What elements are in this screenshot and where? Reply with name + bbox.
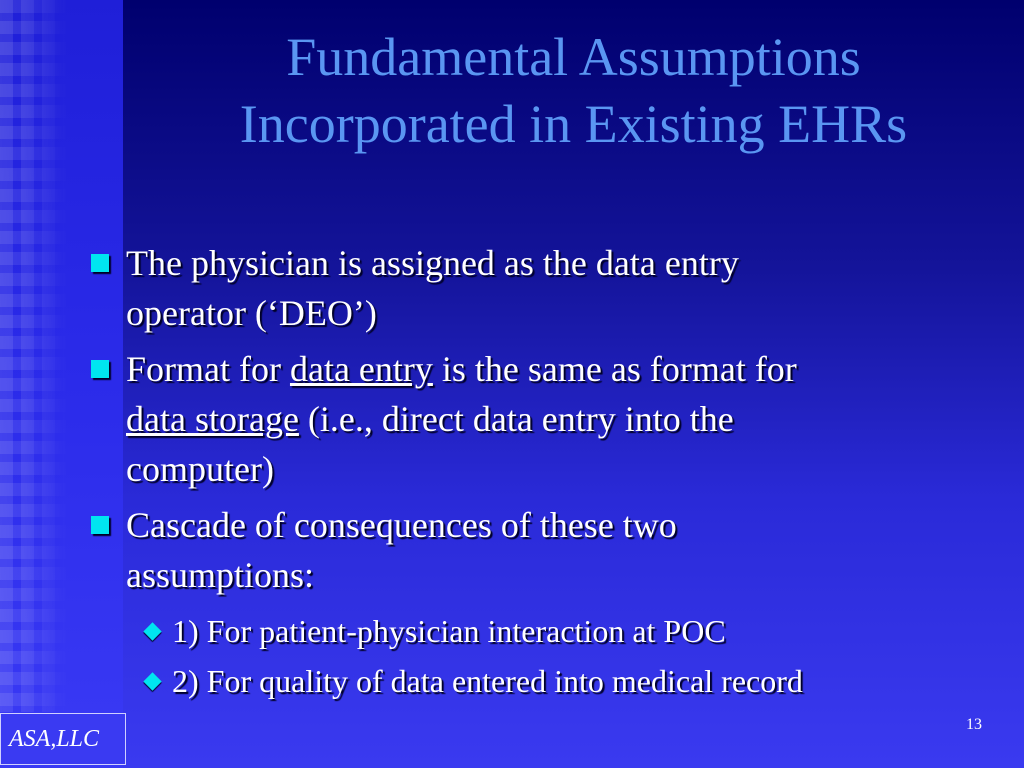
page-number: 13 (966, 716, 982, 733)
bullet-item-3 (88, 500, 988, 600)
bullet-2-line-2 (126, 394, 988, 444)
square-bullet-icon (91, 254, 109, 272)
sub-bullet-item-2 (142, 656, 988, 706)
bullet-item-1 (88, 238, 988, 338)
bullet-1-line-2: operator (‘DEO’) (126, 293, 377, 333)
bullet-2-line-1 (126, 344, 988, 394)
bullet-2-underlined-data-entry: data entry (289, 349, 433, 389)
diamond-bullet-icon (143, 622, 161, 640)
square-bullet-icon (91, 360, 109, 378)
sub-bullet-item-1 (142, 606, 988, 656)
bullet-1-line-1: The physician is assigned as the data entry (126, 243, 739, 283)
footer-label: ASA,LLC (9, 726, 100, 752)
bullet-2-text-before: Format for (126, 349, 290, 389)
slide-title-line-1: Fundamental Assumptions (286, 27, 861, 87)
diamond-bullet-icon (143, 672, 161, 690)
sub-bullet-1-text: 1) For patient-physician interaction at POC (172, 613, 726, 649)
slide-title (123, 24, 1024, 158)
slide-title-line-2: Incorporated in Existing EHRs (239, 94, 908, 154)
bullet-2-text-after: is the same as format for (432, 349, 797, 389)
bullet-item-2 (88, 344, 988, 494)
sub-bullet-2-text: 2) For quality of data entered into medical record (172, 663, 803, 699)
bullet-2-underlined-data-storage: data storage (126, 399, 299, 439)
slide-content (88, 238, 988, 706)
bullet-3-line-2: assumptions: (126, 555, 315, 595)
bullet-2-line-3: computer) (126, 449, 274, 489)
bullet-2-line-2-after: (i.e., direct data entry into the (298, 399, 734, 439)
bullet-3-line-1: Cascade of consequences of these two (126, 505, 677, 545)
square-bullet-icon (91, 516, 109, 534)
